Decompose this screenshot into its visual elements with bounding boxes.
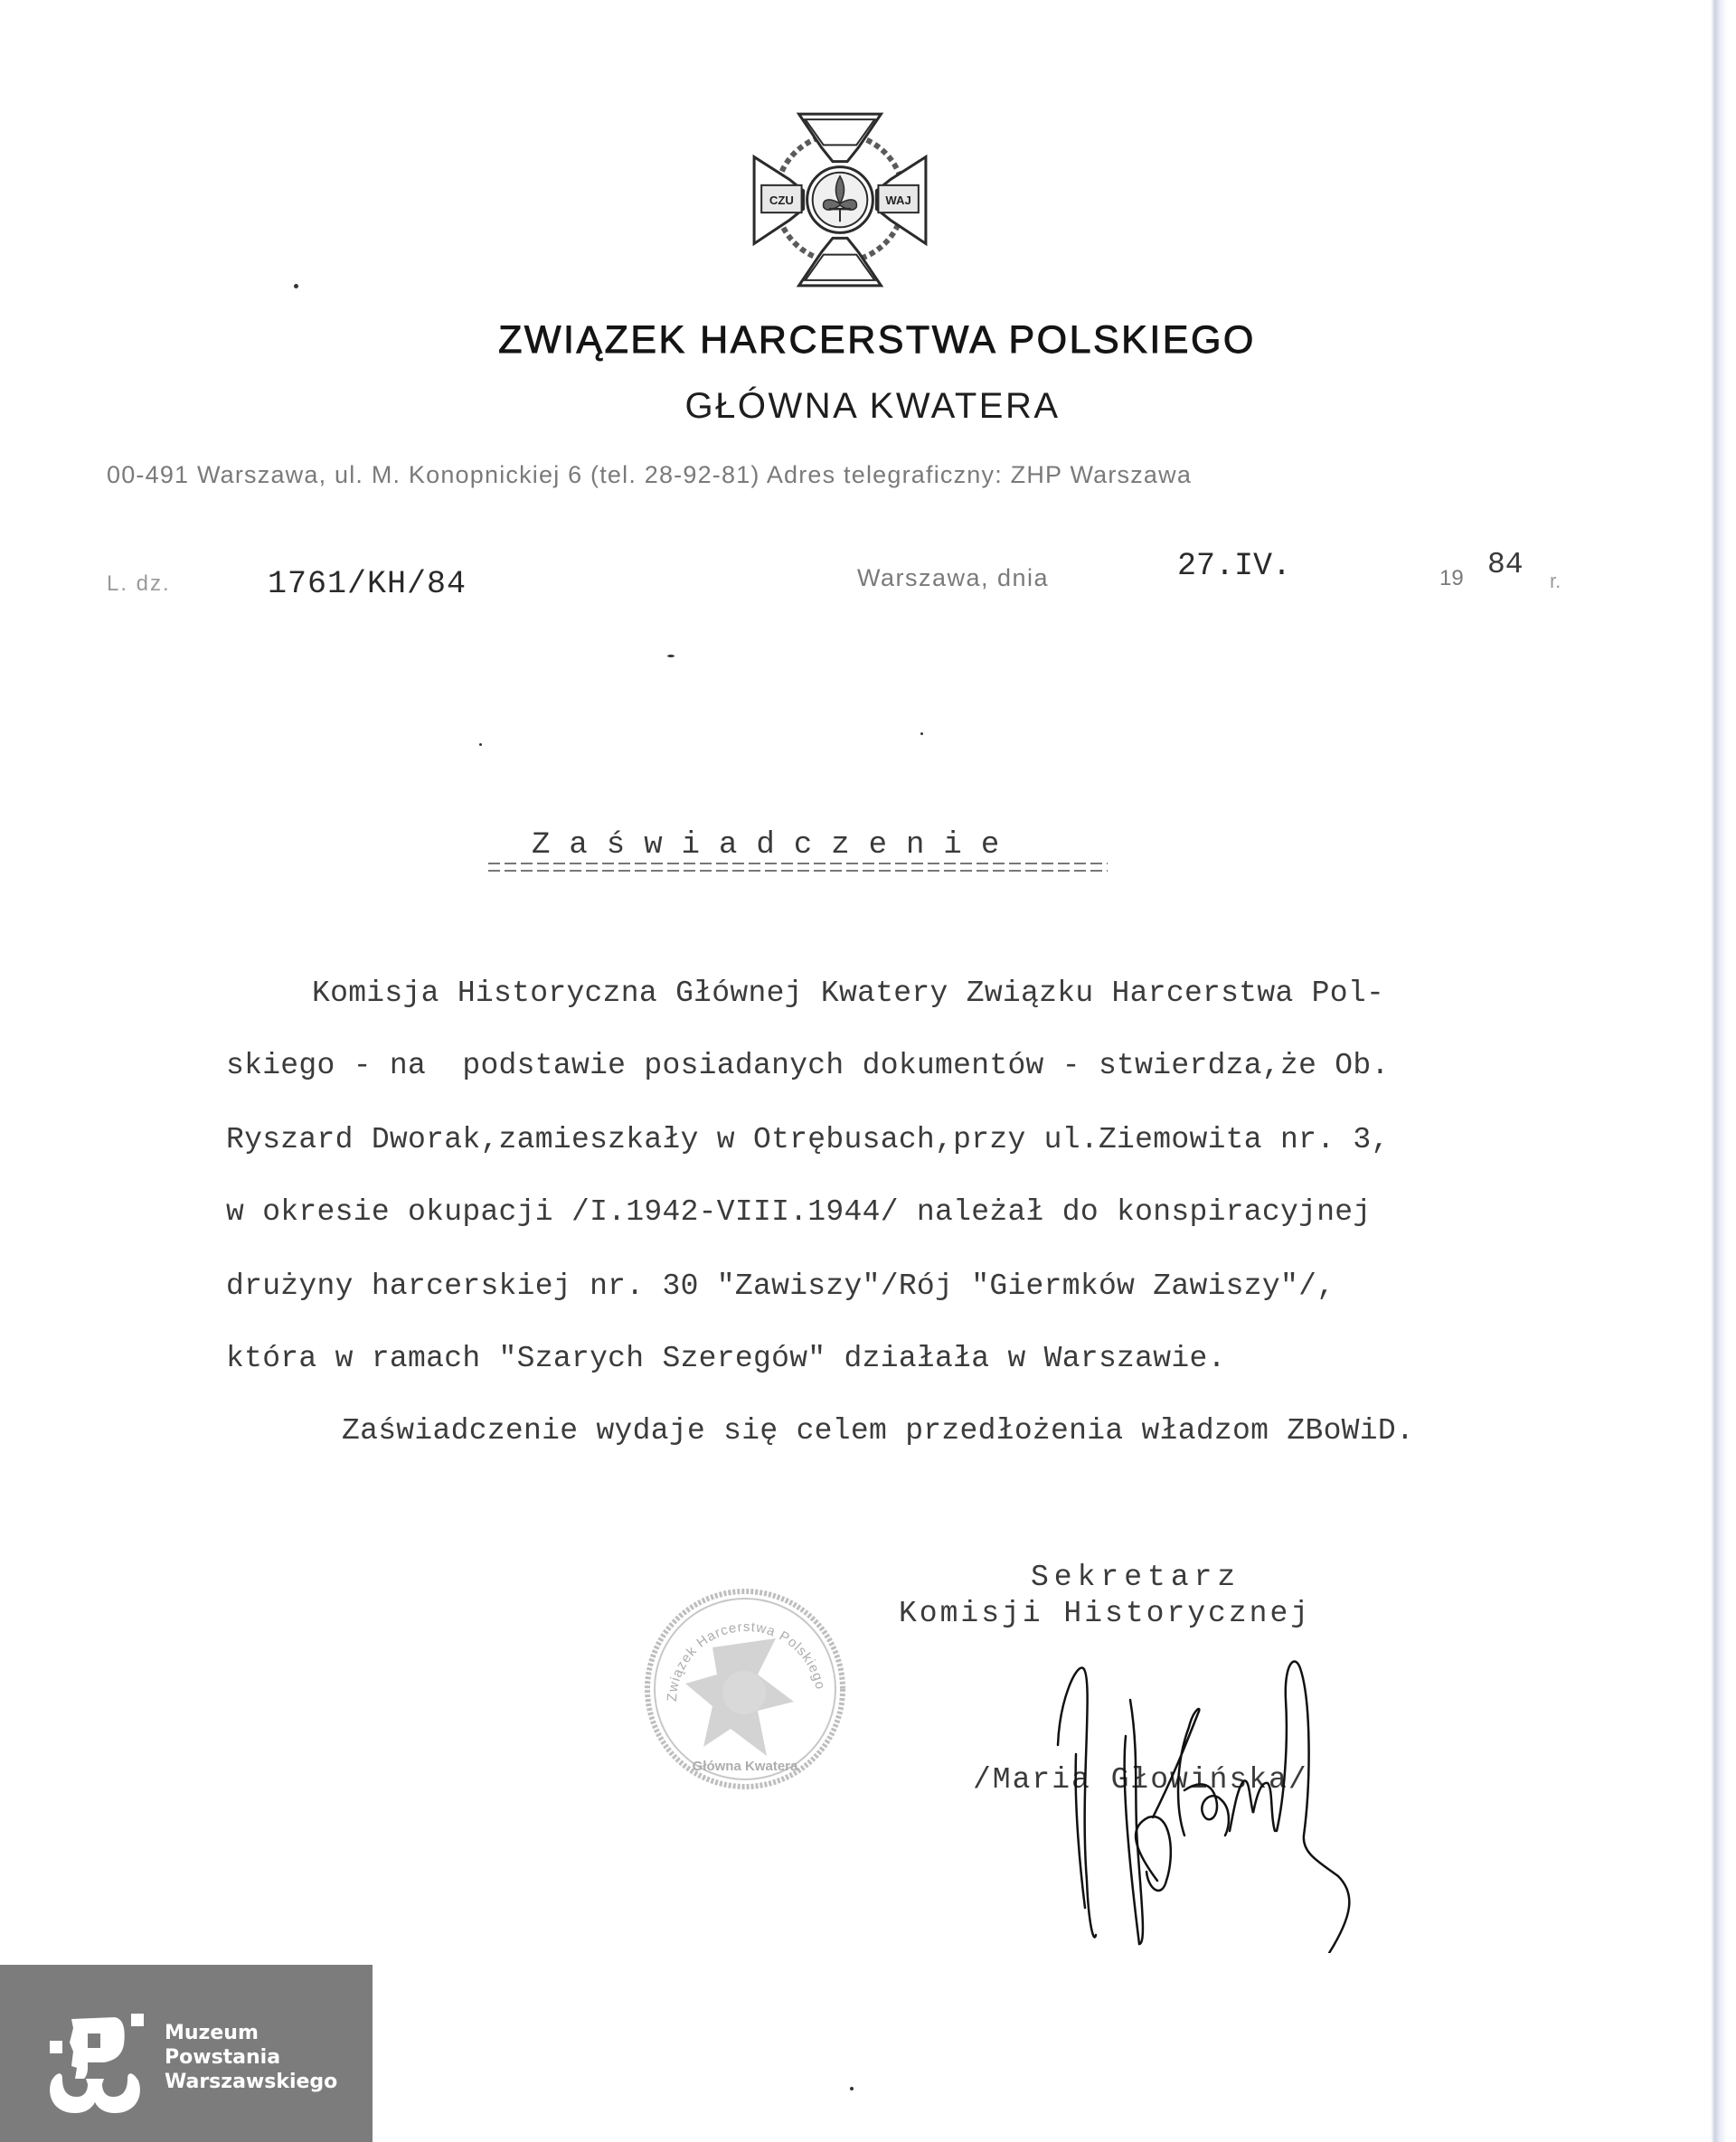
document-title: Zaświadczenie — [532, 828, 1019, 863]
signatory-title-line1: Sekretarz — [1031, 1561, 1241, 1594]
stamp-text-top: Związek Harcerstwa Polskiego — [664, 1618, 828, 1703]
date-label: Warszawa, dnia — [857, 564, 1050, 591]
scout-cross-emblem-icon — [749, 107, 931, 293]
museum-name-line3: Warszawskiego — [165, 2071, 338, 2093]
signatory-name: /Maria Głowińska/ — [973, 1763, 1308, 1797]
body-line-4: w okresie okupacji /I.1942-VIII.1944/ należał do konspiracyjnej — [226, 1195, 1372, 1229]
official-round-stamp-icon — [640, 1584, 850, 1794]
title-double-underline — [488, 863, 1108, 875]
reference-label: L. dz. — [107, 571, 171, 596]
museum-name-line2: Powstania — [165, 2046, 281, 2069]
date-century: 19 — [1439, 566, 1464, 590]
museum-name-line1: Muzeum — [165, 2022, 259, 2044]
signatory-title-line2: Komisji Historycznej — [899, 1597, 1312, 1630]
organization-name: ZWIĄZEK HARCERSTWA POLSKIEGO — [498, 318, 1256, 362]
ink-speck — [850, 2087, 854, 2090]
ink-speck — [294, 284, 298, 288]
body-line-3: Ryszard Dworak,zamieszkały w Otrębusach,przy ul.Ziemowita nr. 3, — [226, 1123, 1390, 1156]
stamp-text-bottom: Główna Kwatera — [692, 1759, 798, 1774]
handwritten-signature-icon — [1040, 1646, 1420, 1953]
date-suffix: r. — [1550, 570, 1561, 592]
date-day-month: 27.IV. — [1177, 548, 1292, 584]
body-line-2: skiego - na podstawie posiadanych dokumentów - stwierdza,że Ob. — [226, 1049, 1390, 1082]
body-line-6: która w ramach "Szarych Szeregów" działała w Warszawie. — [226, 1342, 1226, 1375]
date-year: 84 — [1487, 548, 1524, 581]
museum-name — [165, 2021, 337, 2094]
reference-number: 1761/KH/84 — [268, 566, 467, 602]
kotwica-anchor-logo-icon — [50, 2008, 149, 2115]
body-line-5: drużyny harcerskiej nr. 30 "Zawiszy"/Rój "Giermków Zawiszy"/, — [226, 1269, 1335, 1303]
ink-speck — [920, 732, 923, 735]
emblem-text-right: WAJ — [885, 193, 911, 208]
emblem-text-left: CZU — [769, 193, 794, 208]
body-line-7: Zaświadczenie wydaje się celem przedłożenia władzom ZBoWiD. — [342, 1414, 1415, 1448]
museum-watermark-logo — [0, 1965, 373, 2142]
body-line-1: Komisja Historyczna Głównej Kwatery Związku Harcerstwa Pol- — [312, 977, 1385, 1010]
ink-speck — [479, 743, 482, 746]
letterhead-address: 00-491 Warszawa, ul. M. Konopnickiej 6 (tel. 28-92-81) Adres telegraficzny: ZHP Warszawa — [107, 461, 1193, 488]
department-name: GŁÓWNA KWATERA — [684, 386, 1061, 426]
ink-speck — [667, 655, 675, 657]
